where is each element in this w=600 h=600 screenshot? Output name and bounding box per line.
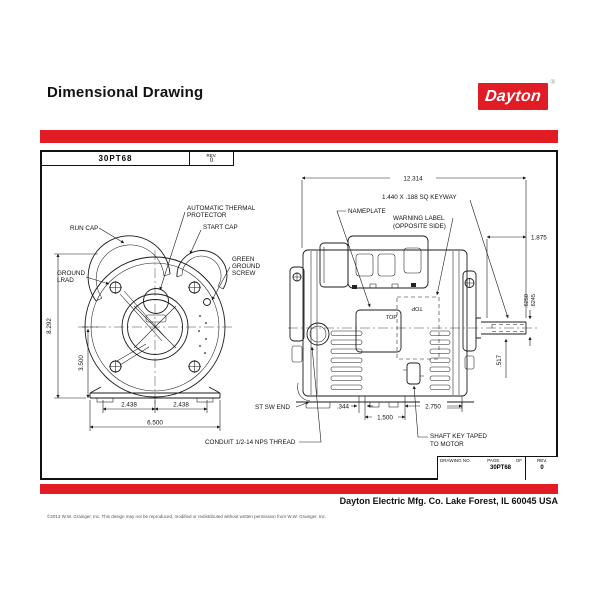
drawing-no-value: 30PT68 [489,465,511,471]
footer-rev-value: 0 [540,465,544,471]
dim-base-height: 3.500 [78,355,85,371]
dim-height: 8.292 [46,318,53,334]
front-view-geometry [78,236,232,404]
dim-shaft-ext: 1.875 [531,234,547,242]
drawing-number-block-rev [526,457,558,480]
top-red-bar [40,130,558,143]
label-shaft-key-1: SHAFT KEY TAPED [430,433,487,440]
label-conduit: CONDUIT 1/2-14 NPS THREAD [205,439,296,446]
dayton-logo [478,80,555,110]
title-block [40,150,234,166]
front-view-labels [57,205,321,446]
copyright-text: ©2013 W.W. Grainger, Inc. This design may not be reproduced, modified or redistributed without written permission from W.W. Grainger, Inc. [47,514,327,519]
side-view-geometry [288,236,540,408]
dim-bolt-left: 2.438 [121,401,137,409]
label-ground-lead-1: GROUND [57,270,85,277]
title-block-rev [190,150,234,166]
dim-base-width: 6.500 [147,419,163,427]
label-run-cap: RUN CAP [70,225,99,232]
label-shaft-key-2: TO MOTOR [430,441,464,448]
drawing-no-label: DRAWING NO. [440,458,471,463]
dim-foot-span-1: 1.500 [377,414,393,422]
drawing-number-block [437,456,558,480]
label-green-ground-1: GREEN [232,256,255,263]
cap-cover-icon [320,236,428,289]
dim-foot-span-2: 2.750 [425,403,441,411]
drawing-number-block-left [438,457,526,480]
dim-key-flat: .517 [496,354,503,368]
label-ground-lead-2: LRAD [57,277,74,284]
of-label: OF [515,458,522,463]
dim-foot-offset: .344 [336,403,349,411]
label-nameplate: NAMEPLATE [348,208,386,215]
label-thermal-1: AUTOMATIC THERMAL [187,205,256,212]
label-thermal-2: PROTECTOR [187,212,227,219]
nameplate-icon [356,310,401,352]
company-address: Dayton Electric Mfg. Co. Lake Forest, IL 60045 USA [339,496,558,506]
label-warning-1: WARNING LABEL [393,215,445,222]
rev-label: REV. [206,152,217,158]
warning-top-reversed-text: TOP [411,305,423,311]
dimensional-drawing-canvas [40,150,558,480]
label-warning-2: (OPPOSITE SIDE) [393,223,446,230]
label-keyway: 1.440 X .188 SQ KEYWAY [382,194,457,201]
conduit-hole-icon [307,323,329,345]
dayton-logo-text: Dayton [484,87,542,105]
bottom-red-bar [40,484,558,494]
shaft-key-icon [403,363,424,384]
registered-mark: ® [550,80,555,86]
footer-rev-label: REV. [536,458,548,463]
dim-bolt-right: 2.438 [173,401,189,409]
side-base [296,402,474,408]
page-label: PAGE [487,458,500,463]
dim-shaft-dia-max: .6250 [524,294,530,308]
label-start-cap: START CAP [203,224,238,231]
vent-slots [331,331,450,390]
rev-value: 0 [209,157,214,164]
dim-overall-length: 12.314 [403,175,423,183]
label-st-sw-end: ST SW END [255,404,290,411]
dim-shaft-dia-min: .6245 [531,294,537,308]
page-title: Dimensional Drawing [47,84,204,101]
label-green-ground-2: GROUND [232,263,260,270]
label-green-ground-3: SCREW [232,270,256,277]
green-ground-screw-icon [204,299,211,306]
side-view-dimensions [302,172,547,422]
title-block-drawing-no: 30PT68 [40,150,190,166]
nameplate-top-text: TOP [385,315,397,321]
